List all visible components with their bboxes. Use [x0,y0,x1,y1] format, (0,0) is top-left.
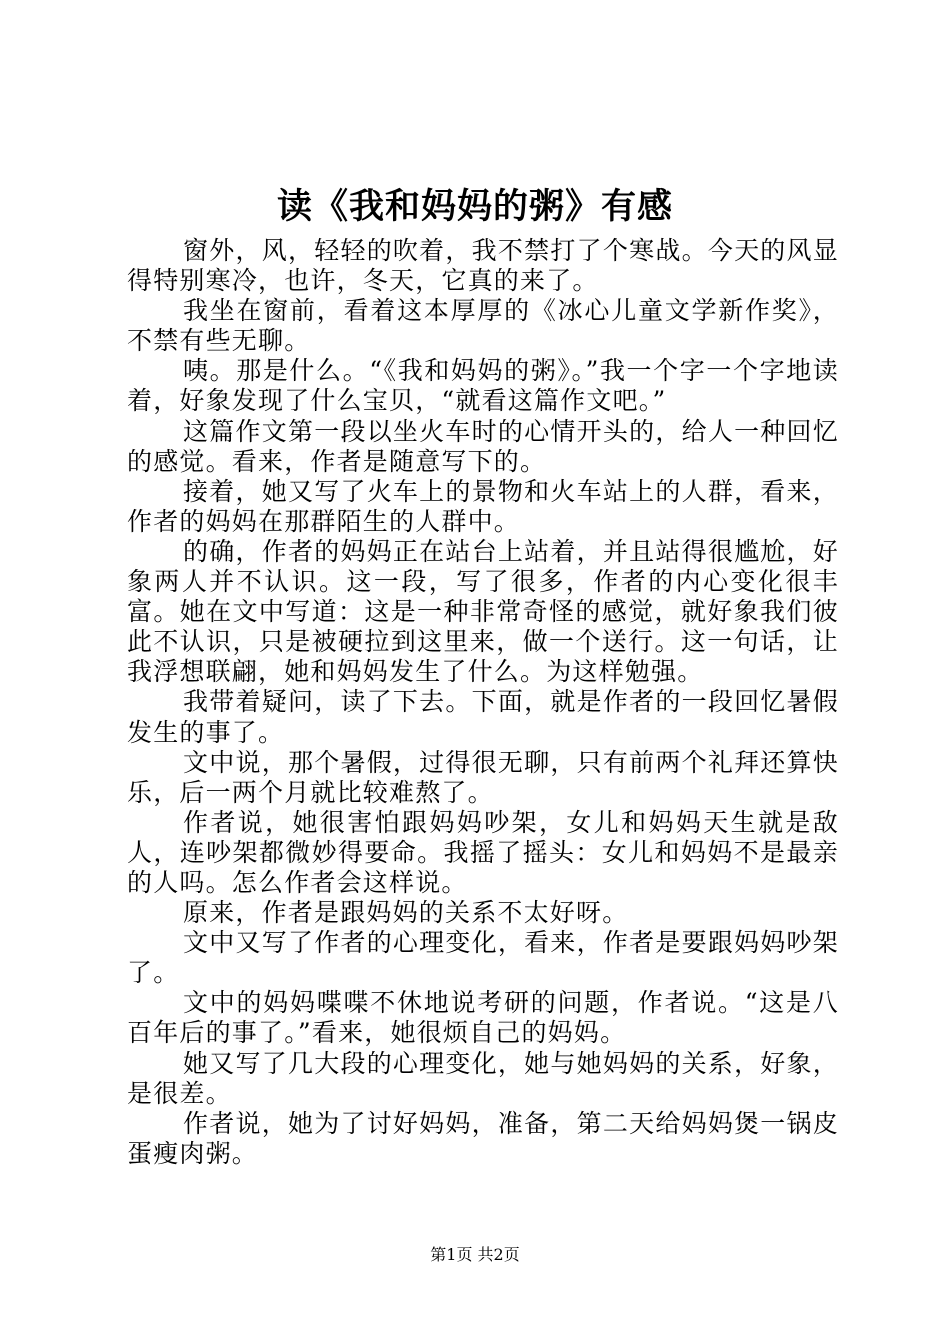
paragraph: 这篇作文第一段以坐火车时的心情开头的，给人一种回忆的感觉。看来，作者是随意写下的。 [127,416,839,476]
paragraph: 作者说，她很害怕跟妈妈吵架，女儿和妈妈天生就是敌人，连吵架都微妙得要命。我摇了摇头：女儿和妈妈不是最亲的人吗。怎么作者会这样说。 [127,807,839,897]
paragraph: 我坐在窗前，看着这本厚厚的《冰心儿童文学新作奖》，不禁有些无聊。 [127,296,839,356]
paragraph: 她又写了几大段的心理变化，她与她妈妈的关系，好象，是很差。 [127,1048,839,1108]
paragraph: 文中又写了作者的心理变化，看来，作者是要跟妈妈吵架了。 [127,928,839,988]
paragraph: 咦。那是什么。“《我和妈妈的粥》。”我一个字一个字地读着，好象发现了什么宝贝，“就看这篇作文吧。” [127,356,839,416]
paragraph: 的确，作者的妈妈正在站台上站着，并且站得很尴尬，好象两人并不认识。这一段，写了很多，作者的内心变化很丰富。她在文中写道：这是一种非常奇怪的感觉，就好象我们彼此不认识，只是被硬拉到这里来，做一个送行。这一句话，让我浮想联翩，她和妈妈发生了什么。为这样勉强。 [127,536,839,687]
paragraph: 窗外，风，轻轻的吹着，我不禁打了个寒战。今天的风显得特别寒冷，也许，冬天，它真的来了。 [127,236,839,296]
paragraph: 接着，她又写了火车上的景物和火车站上的人群，看来，作者的妈妈在那群陌生的人群中。 [127,476,839,536]
page-number-footer: 第1页 共2页 [430,1245,520,1264]
paragraph: 文中的妈妈喋喋不休地说考研的问题，作者说。“这是八百年后的事了。”看来，她很烦自己的妈妈。 [127,988,839,1048]
paragraph: 我带着疑问，读了下去。下面，就是作者的一段回忆暑假发生的事了。 [127,687,839,747]
paragraph: 原来，作者是跟妈妈的关系不太好呀。 [183,898,629,928]
paragraph: 文中说，那个暑假，过得很无聊，只有前两个礼拜还算快乐，后一两个月就比较难熬了。 [127,747,839,807]
paragraph: 作者说，她为了讨好妈妈，准备，第二天给妈妈煲一锅皮蛋瘦肉粥。 [127,1108,839,1168]
document-title: 读《我和妈妈的粥》有感 [276,187,673,227]
document-body [127,236,839,1169]
